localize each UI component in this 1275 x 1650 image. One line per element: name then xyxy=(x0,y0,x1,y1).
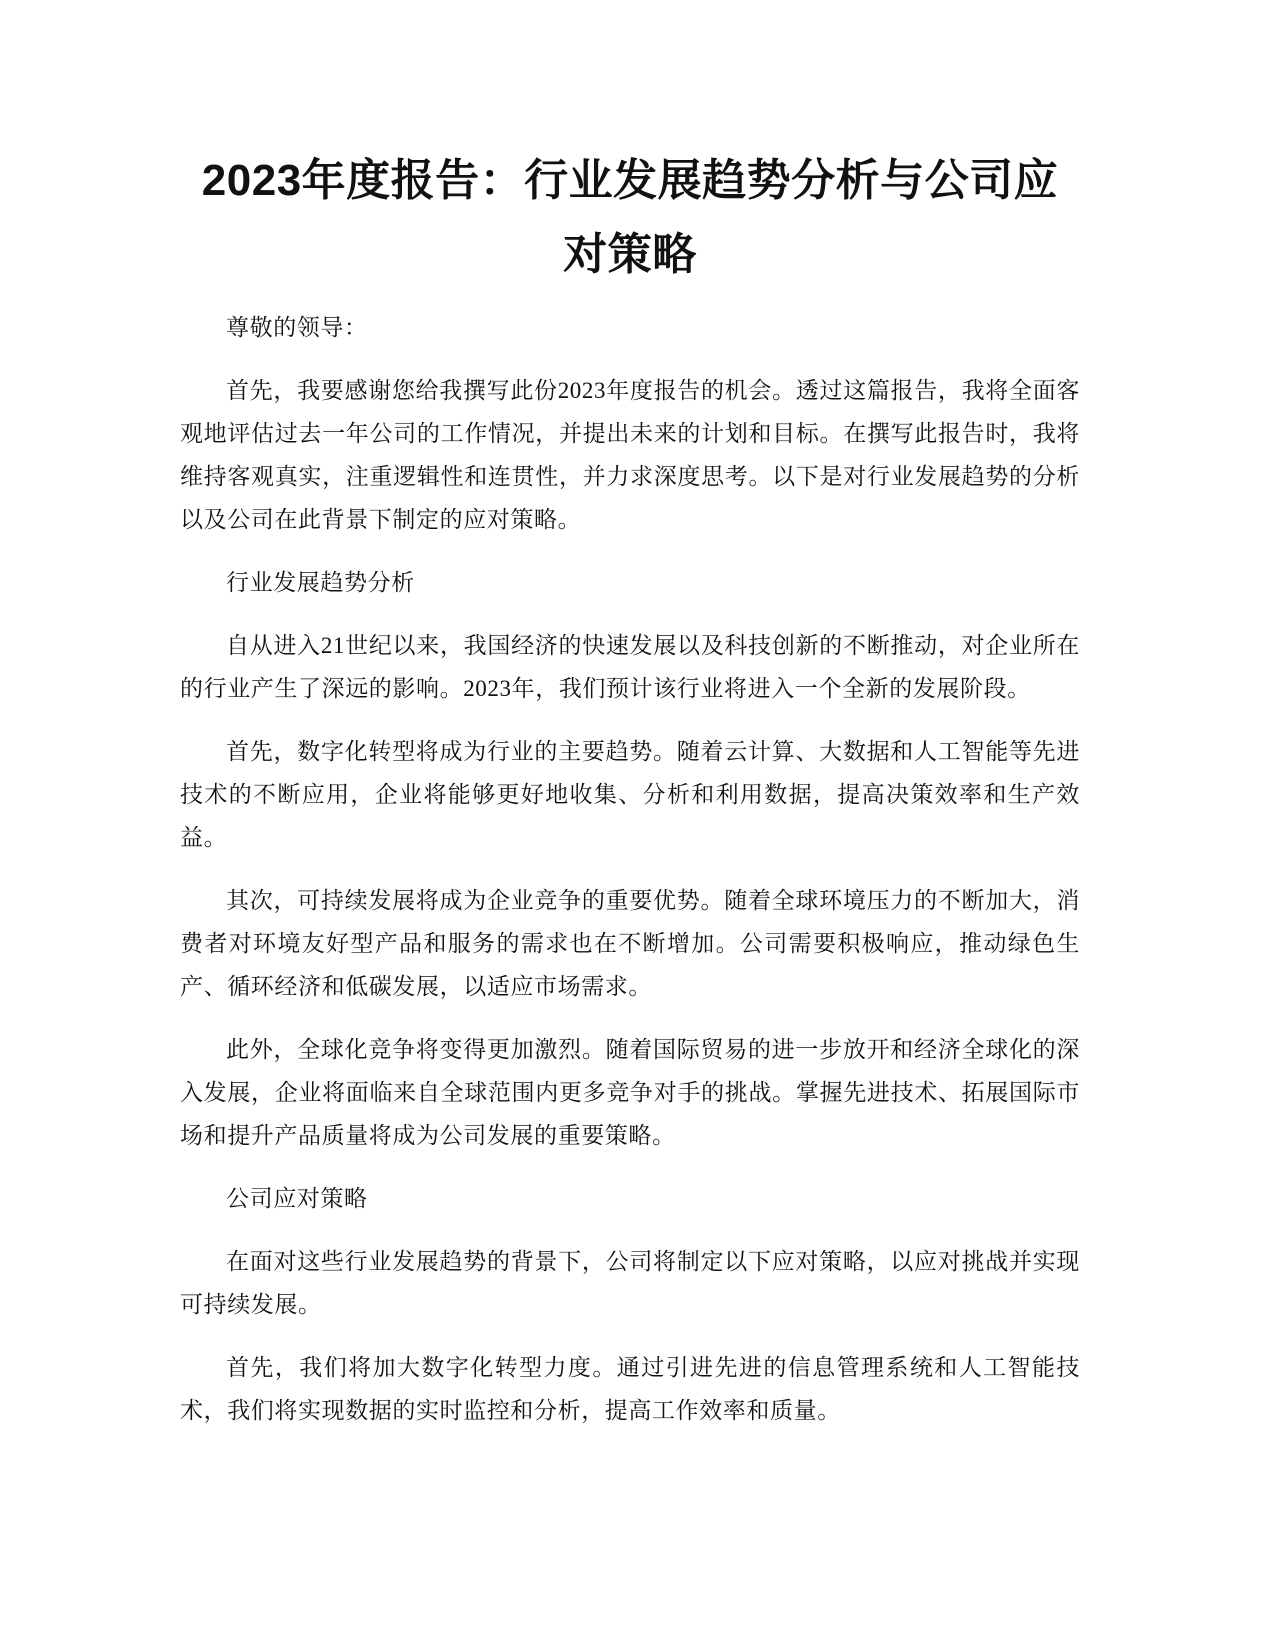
trend-context-paragraph: 自从进入21世纪以来，我国经济的快速发展以及科技创新的不断推动，对企业所在的行业产生了深远的影响。2023年，我们预计该行业将进入一个全新的发展阶段。 xyxy=(180,633,1080,701)
globalization-paragraph: 此外，全球化竞争将变得更加激烈。随着国际贸易的进一步放开和经济全球化的深入发展，企业将面临来自全球范围内更多竞争对手的挑战。掌握先进技术、拓展国际市场和提升产品质量将成为公司发展的重要策略。 xyxy=(180,1037,1080,1148)
document-title: 2023年度报告：行业发展趋势分析与公司应对策略 xyxy=(201,156,1059,279)
strategy-intro-paragraph: 在面对这些行业发展趋势的背景下，公司将制定以下应对策略，以应对挑战并实现可持续发展。 xyxy=(180,1249,1080,1317)
section-heading-company-strategy: 公司应对策略 xyxy=(226,1186,368,1211)
sustainability-paragraph: 其次，可持续发展将成为企业竞争的重要优势。随着全球环境压力的不断加大，消费者对环境友好型产品和服务的需求也在不断增加。公司需要积极响应，推动绿色生产、循环经济和低碳发展，以适应市场需求。 xyxy=(180,888,1080,999)
document-body xyxy=(180,306,1080,1452)
digital-transformation-paragraph: 首先，数字化转型将成为行业的主要趋势。随着云计算、大数据和人工智能等先进技术的不断应用，企业将能够更好地收集、分析和利用数据，提高决策效率和生产效益。 xyxy=(180,739,1080,850)
intro-paragraph: 首先，我要感谢您给我撰写此份2023年度报告的机会。透过这篇报告，我将全面客观地评估过去一年公司的工作情况，并提出未来的计划和目标。在撰写此报告时，我将维持客观真实，注重逻辑性和连贯性，并力求深度思考。以下是对行业发展趋势的分析以及公司在此背景下制定的应对策略。 xyxy=(180,378,1080,532)
salutation: 尊敬的领导： xyxy=(226,315,368,340)
digital-strategy-paragraph: 首先，我们将加大数字化转型力度。通过引进先进的信息管理系统和人工智能技术，我们将实现数据的实时监控和分析，提高工作效率和质量。 xyxy=(180,1355,1080,1423)
section-heading-industry-trends: 行业发展趋势分析 xyxy=(226,570,415,595)
